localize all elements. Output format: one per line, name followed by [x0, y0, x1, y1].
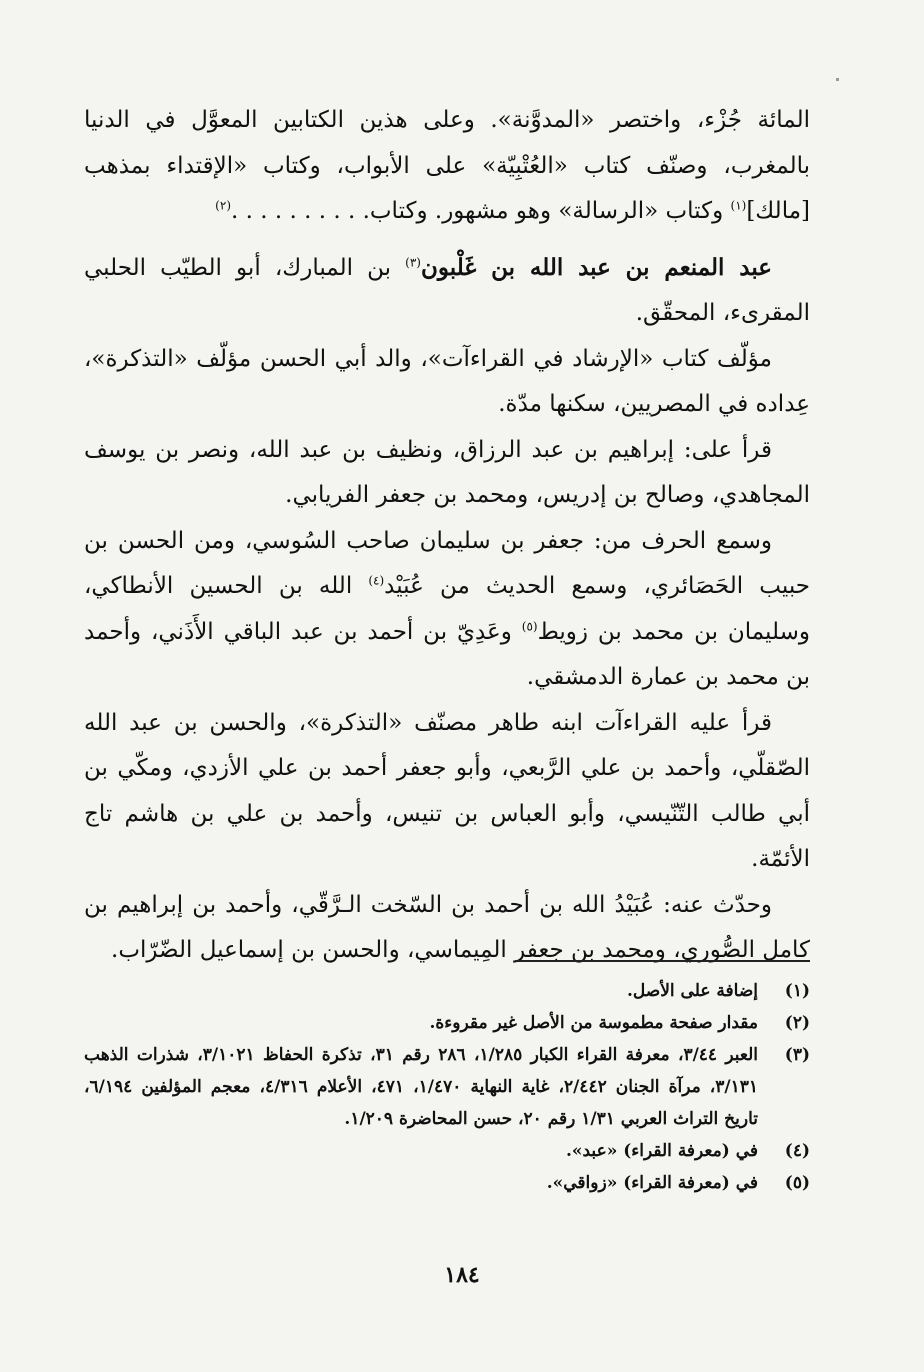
- paragraph-4-text: قرأ على: إبراهيم بن عبد الرزاق، ونظيف بن عبد الله، ونصر بن يوسف المجاهدي، وصالح بن إدريس، ومحمد بن جعفر الفريابي.: [84, 436, 810, 508]
- footnote-number: (٢): [784, 1013, 810, 1033]
- biography-heading-name: عبد المنعم بن عبد الله بن غَلْبون: [420, 253, 773, 281]
- footnote-5: [84, 1167, 810, 1199]
- footnote-ref-1: (١): [730, 198, 747, 213]
- footnote-text: العبر ٣/٤٤، معرفة القراء الكبار ١/٢٨٥، ٢٨٦ رقم ٣١، تذكرة الحفاظ ٣/١٠٢١، شذرات الذهب ٣/١٣١، مرآة الجنان ٢/٤٤٢، غاية النهاية ١/٤٧٠، ٤٧١، الأعلام ٤/٣١٦، معجم المؤلفين ٦/١٩٤، تاريخ التراث العربي ١/٣١ رقم ٢٠، حسن المحاضرة ١/٢٠٩.: [84, 1045, 759, 1129]
- paragraph-6: [84, 701, 810, 883]
- footnotes: [84, 975, 810, 1199]
- scan-speck: [836, 78, 839, 81]
- main-text: [84, 98, 810, 974]
- footnote-number: (٥): [784, 1173, 810, 1193]
- footnote-number: (٤): [784, 1141, 810, 1161]
- footnote-text: في (معرفة القراء) «عبد».: [565, 1141, 758, 1161]
- footnote-ref-5: (٥): [521, 618, 538, 633]
- paragraph-5-text-after: الله بن الحسين الأنطاكي، وسليمان بن محمد بن زويط: [84, 573, 810, 645]
- paragraph-5-text: وسمع الحرف من: جعفر بن سليمان صاحب السُوسي، ومن الحسن بن حبيب الحَصَائري، وسمع الحديث من عُبَيْد: [84, 527, 810, 599]
- paragraph-5: [84, 519, 810, 701]
- paragraph-7-text: وحدّث عنه: عُبَيْدُ الله بن أحمد بن السّخت الـرَّقّي، وأحمد بن إبراهيم بن كامل الصُّوري، ومحمد بن جعفر المِيماسي، والحسن بن إسماعيل الضّرّاب.: [84, 891, 810, 963]
- footnote-ref-4: (٤): [368, 573, 385, 588]
- paragraph-4: [84, 428, 810, 519]
- paragraph-3: [84, 337, 810, 428]
- footnote-2: [84, 1007, 810, 1039]
- footnote-separator: [515, 960, 810, 962]
- footnote-number: (٣): [784, 1045, 810, 1065]
- paragraph-1: [84, 98, 810, 235]
- footnote-text: في (معرفة القراء) «زواقي».: [546, 1173, 758, 1193]
- footnote-ref-2: (٢): [215, 198, 231, 213]
- paragraph-3-text: مؤلّف كتاب «الإرشاد في القراءآت»، والد أبي الحسن مؤلّف «التذكرة»، عِداده في المصريين، سكنها مدّة.: [84, 345, 810, 417]
- footnote-ref-3: (٣): [405, 254, 421, 269]
- paragraph-1-text-after: وكتاب «الرسالة» وهو مشهور. وكتاب. . . . . . . . . .: [231, 198, 731, 224]
- paragraph-1-text: المائة جُزْء، واختصر «المدوَّنة». وعلى هذين الكتابين المعوَّل في الدنيا بالمغرب، وصنّف كتاب «العُتْبِيّة» على الأبواب، وكتاب «الإقتداء بمذهب [مالك]: [84, 107, 810, 224]
- paragraph-5-text-after-2: وعَدِيّ بن أحمد بن عبد الباقي الأَذَني، وأحمد بن محمد بن عمارة الدمشقي.: [84, 618, 810, 690]
- footnote-number: (١): [784, 981, 810, 1001]
- footnote-4: [84, 1135, 810, 1167]
- footnote-3: [84, 1039, 810, 1135]
- page-number: ١٨٤: [444, 1262, 480, 1288]
- paragraph-2-text-after: بن المبارك، أبو الطيّب الحلبي المقرىء، المحقّق.: [84, 254, 810, 326]
- footnote-1: [84, 975, 810, 1007]
- footnote-text: مقدار صفحة مطموسة من الأصل غير مقروءة.: [429, 1013, 758, 1033]
- footnote-text: إضافة على الأصل.: [626, 981, 758, 1001]
- paragraph-6-text: قرأ عليه القراءآت ابنه طاهر مصنّف «التذكرة»، والحسن بن عبد الله الصّقلّي، وأحمد بن علي الرَّبعي، وأبو جعفر أحمد بن علي الأزدي، ومكّي بن أبي طالب التّنّيسي، وأبو العباس بن تنيس، وأحمد بن علي بن هاشم تاج الأئمّة.: [84, 709, 810, 872]
- paragraph-2: [84, 245, 810, 337]
